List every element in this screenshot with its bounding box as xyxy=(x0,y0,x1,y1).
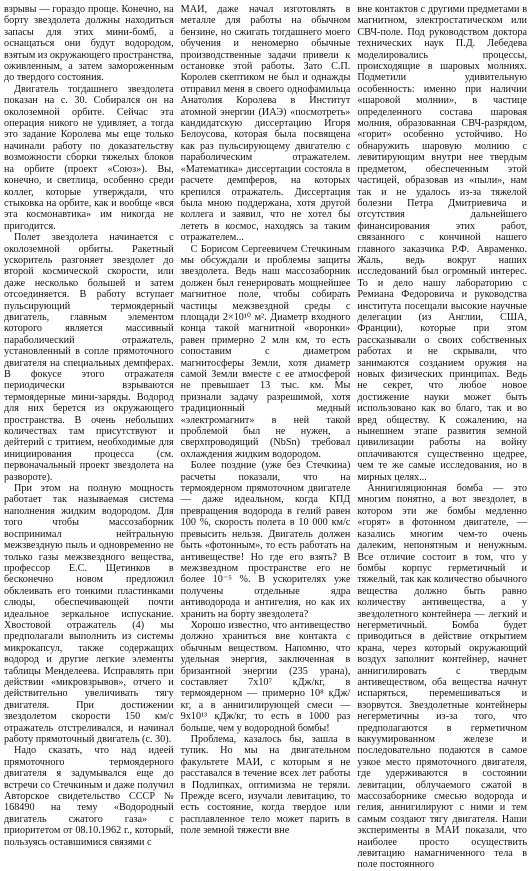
page xyxy=(4,4,528,871)
paragraph: С Борисом Сергеевичем Стечкиным мы обсуждали и проблемы защиты звездолета. Ведь наш массозаборник должен был генерировать мощнейшее магнитное поле, чтобы собирать частицы межзвездной среды с площади 2×10¹⁰ м². Диаметр входного конца такой магнитной «воронки» равен примерно 2 млн км, то есть сопоставим с диаметром магнитосферы Земли, хотя диаметр самой Земли вместе с ее атмосферой не превышает 13 тыс. км. Мы признали задачу разрешимой, хотя традиционный медный «электромагнит» в ней такой проблемой был не нужен, а сверхпроводящий (NbSn) требовал охлаждения жидким водородом. xyxy=(180,243,351,460)
paragraph: Более поздние (уже без Стечкина) расчеты показали, что на термоядерном прямоточном двигателе — даже идеальном, когда КПД превращения водорода в гелий равен 100 %, скорость полета в 10 000 км/с превысить нельзя. Двигатель должен быть «фотонным», то есть работать на антивеществе! Но где его взять? В межзвездном пространстве его не более 10⁻⁵ %. В ускорителях уже получены отдельные ядра антиводорода и антигелия, но как их хранить на борту звездолета? xyxy=(180,460,351,620)
paragraph: Проблема, казалось бы, зашла в тупик. Но мы на двигательном факультете МАИ, с которым я не расставался в течение всех лет работы в Подлипках, оптимизма не теряли. Прежде всего, изучали левитацию, то есть состояние, когда твердое или расплавленное тело может парить в поле земной тяжести вне xyxy=(180,734,351,837)
paragraph: взрывы — гораздо проще. Конечно, на борту звездолета должны находиться запасы для этих мини-бомб, а оснащаться они будут водородом, взятым из окружающего пространства, оживленным, а затем замороженным до твердого состояния. xyxy=(4,4,174,84)
paragraph: Двигатель тогдашнего звездолета показан на с. 30. Собирался он на околоземной орбите. Сейчас эта операция никого не удивляет, а тогда это задание Королева мы еще только начинали работу по доказательству возможности сборки тяжелых блоков на орбите (проект «Союз»). Вы, конечно, и светлица, особенно среди коллег, которые утверждали, что стыковка на орбите, как и вообще «вся эта космонавтика» им никогда не пригодится. xyxy=(4,83,174,232)
paragraph: Надо сказать, что над идеей прямоточного термоядерного двигателя я задумывался еще до встречи со Стечкиным и даже получил Авторское свидетельство СССР № 168490 на тему «Водородный двигатель сжатого газа» с приоритетом от 08.10.1962 г., который, пользуясь оставшимися связями с xyxy=(4,745,174,848)
text-column-3 xyxy=(357,4,528,871)
text-column-2 xyxy=(180,4,351,837)
paragraph: Хорошо известно, что антивещество должно храниться вне контакта с обычным веществом. Напомню, что удельная энергия, заключенная в бризантной энергии (235 урана), составляет 7х10⁷ кДж/кг, в термоядерном — примерно 10⁸ кДж/кг, а в аннигилирующей смеси — 9х10¹³ кДж/кг, то есть в 1000 раз больше, чем у водородной бомбы! xyxy=(180,619,351,734)
text-column-1 xyxy=(4,4,174,848)
paragraph: МАИ, даже начал изготовлять в металле для работы на обычном бензине, но сжигать тогдашнего моего обучения и неномерно обычные производственные задачи привели к остановке этой работы. Зато С.П. Королев скептиком не был и однажды отправил меня в своего однофамильца Анатолия Королева в Институт атомной энергии (ИАЭ) «посмотреть» кандидатскую диссертацию Игоря Белоусова, которая была посвящена как раз пульсирующему двигателю с параболическим отражателем. «Математика» диссертации состояла в расчете демпферов, на которых крепился отражатель. Диссертация была мною поддержана, хотя другой коллега и заявил, что не хотел бы лететь в космос, находясь за таким отражателем... xyxy=(180,4,351,244)
paragraph: Аннигиляционная бомба — это многим понятно, а вот звездолет, в котором эти же бомбы медленно «горят» в фотонном двигателе, — казались многим чем-то очень далеким, непонятным и ненужным. Все отличие состоит в том, что у бомбы корпус герметичный и тяжелый, так как количество обычного вещества должно быть равно количеству антивещества, а у звездолетного контейнера — легкий и негерметичный. Бомба будет приводиться в действие открытием крана, через который окружающий воздух заполнит контейнер, начнет аннигилировать с твердым антивеществом, оба вещества начнут испаряться, перемешиваться и взорвутся. Звездолетные контейнеры негерметичны из-за того, что предполагаются в герметичном вакуумированном железе и последовательно подаются в самое узкое место прямоточного двигателя, где удерживаются в состоянии левитации, облучаемого сжатой в массозаборнике смесью водорода и гелия, аннигилируют с ними и тем самым создают тягу двигателя. Наши эксперименты в МАИ показали, что наиболее просто осуществить левитацию намагниченного тела в поле постоянного xyxy=(357,483,528,871)
paragraph: вне контактов с другими предметами в магнитном, электростатическом или СВЧ-поле. Под руководством доктора технических наук П.Д. Лебедева моделировались процессы, происходящие в шаровых молниях. Подметили удивительную особенность: именно при наличии «шаровой молнии», в частице определенного состава шаровая молния, образованная СВЧ-разрядом, «горит» особенно устойчиво. Но обнаружить шаровую молнию с левитирующим внутри нее твердым предметом, обеспеченным этой частицей, образовав из «пыли», нам так и не удалось из-за тяжелой болезни Петра Дмитриевича и отсутствия дальнейшего финансирования этих работ, связанного с кончиной нашего главного заказчика Р.Ф. Авраменко. Жаль, ведь вокруг наших исследований был огромный интерес. То и дело нашу лабораторию с Ремиана Федоровича и руководства института посещали высокие научные делегации (из Англии, США, Франции), которые при этом рассказывали о своих собственных работах и не скрывали, что занимаются созданием оружия на новых физических принципах. Ведь не секрет, что любое новое достижение науки может быть использовано как во благо, так и во вред обществу. К сожалению, на нынешнем этапе развития земной цивилизации работы на войну оплачиваются существенно щедрее, чем те же самые исследования, но в мирных целях... xyxy=(357,4,528,483)
paragraph: Полет звездолета начинается с околоземной орбиты. Ракетный ускоритель разгоняет звездолет до второй космической скорости, или даже несколько большей и затем отсоединяется. В работу вступает пульсирующий термоядерный двигатель, главным элементом которого является массивный параболический отражатель, установленный в сопле прямоточного двигателя на специальных демпферах. В фокусе этого отражателя периодически взрываются термоядерные мини-заряды. Водород для них берется из окружающего пространства. В очень небольших количествах там присутствуют и дейтерий с тритием, необходимые для инициирования процесса (см. первоначальный проект звездолета на развороте). xyxy=(4,232,174,483)
paragraph: При этом на полную мощность работает так называемая система наполнения жидким водородом. Для того чтобы массозаборник воспринимал нейтральную межзвездную пыль и одновременно не только газы межзвездного вещества, профессор Е.С. Щетинков в бесконечно новом предложил обклеивать его тонкими пластинками слюды, обеспечивающей почти идеальное зеркальное испускание. Хвостовой отражатель (4) мы предполагали выполнить из системы микрокапсул, также содержащих водород и другие легкие элементы таблицы Менделеева. Исправлять при действии «микровзрывов», отчего и действительно увеличивать тягу двигателя. При достижении звездолетом скорости 150 км/с отражатель отстреливался, и начинал работу прямоточный двигатель (с. 30). xyxy=(4,483,174,745)
